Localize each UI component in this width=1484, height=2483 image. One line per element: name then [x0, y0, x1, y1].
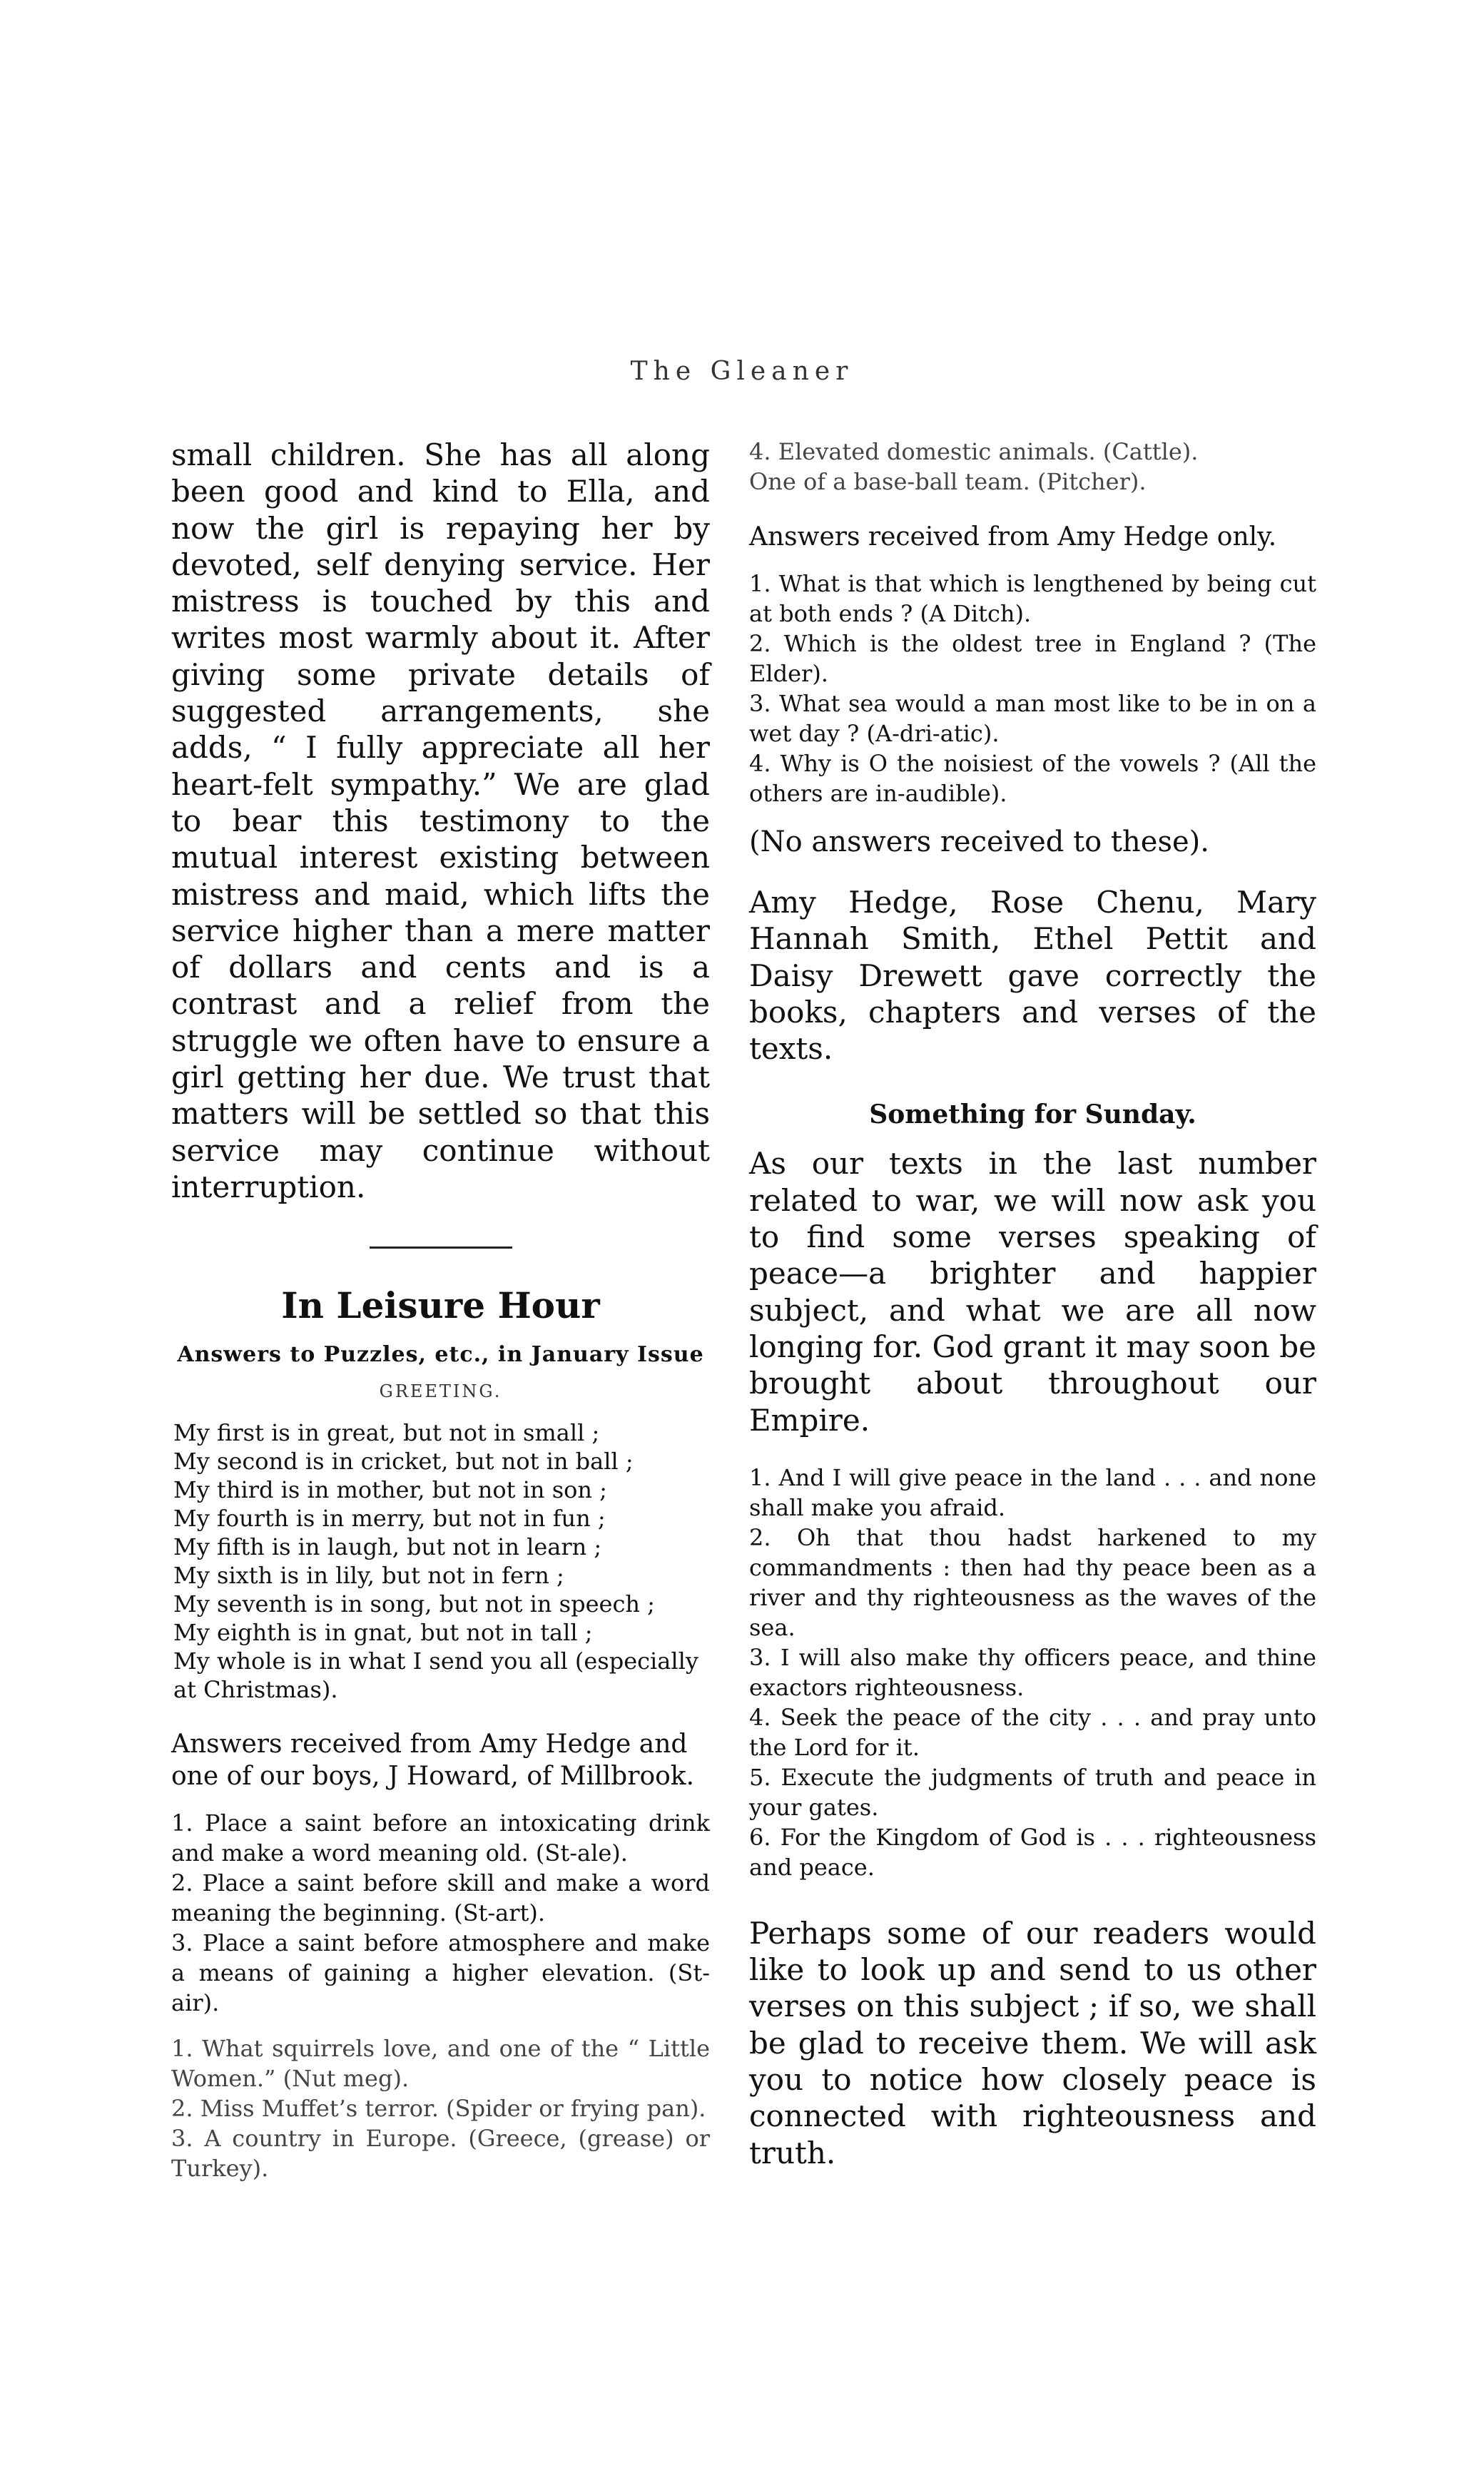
greeting-poem — [171, 1418, 710, 1704]
riddle: 1. What squirrels love, and one of the “ Little Women.” (Nut meg). — [171, 2035, 710, 2093]
verse: 6. For the Kingdom of God is . . . righteousness and peace. — [749, 1823, 1316, 1881]
poem-line: My sixth is in lily, but not in fern ; — [173, 1562, 564, 1590]
saint-puzzle: 2. Place a saint before skill and make a word meaning the beginning. (St-art). — [171, 1869, 710, 1927]
poem-line: My seventh is in song, but not in speech ; — [173, 1590, 655, 1618]
greeting-title: GREETING. — [379, 1381, 502, 1402]
answers-note-left: Answers received from Amy Hedge and one of our boys, J Howard, of Millbrook. — [171, 1730, 695, 1792]
closing-paragraph: Perhaps some of our readers would like to look up and send to us other verses on this subject ; if so, we shall be glad to receive them. We will ask you to notice how closely peace is connected with righteousness and truth. — [749, 1915, 1316, 2170]
saint-puzzle: 3. Place a saint before atmosphere and make a means of gaining a higher elevation. (St-air). — [171, 1929, 710, 2017]
verse: 3. I will also make thy officers peace, and thine exactors righteousness. — [749, 1643, 1316, 1701]
poem-line: My fourth is in merry, but not in fun ; — [173, 1505, 606, 1533]
poem-line: My fifth is in laugh, but not in learn ; — [173, 1533, 602, 1561]
section-divider — [370, 1246, 512, 1249]
poem-line: My eighth is in gnat, but not in tall ; — [173, 1619, 593, 1647]
poem-line: My whole is in what I send you all (especially at Christmas). — [173, 1647, 698, 1704]
verse: 4. Seek the peace of the city . . . and pray unto the Lord for it. — [749, 1703, 1316, 1761]
verse: 5. Execute the judgments of truth and peace in your gates. — [749, 1763, 1316, 1821]
sunday-intro: As our texts in the last number related to war, we will now ask you to find some verses speaking of peace—a brighter and happier subject, and what we are all now longing for. God grant it may soon be brought about throughout our Empire. — [749, 1146, 1316, 1438]
verse: 1. And I will give peace in the land . . . and none shall make you afraid. — [749, 1463, 1316, 1521]
right-column — [749, 437, 1316, 2171]
section-title-leisure-hour: In Leisure Hour — [281, 1284, 600, 1327]
intro-paragraph: small children. She has all along been good and kind to Ella, and now the girl is repaying her by devoted, self denying service. Her mistress is touched by this and writes most warmly about it. After giving some private details of suggested arrangements, she adds, “ I fully appreciate all her heart-felt sympathy.” We are glad to bear this testimony to the mutual interest existing between mistress and maid, which lifts the service higher than a mere matter of dollars and cents and is a contrast and a relief from the struggle we often have to ensure a girl getting her due. We trust that matters will be settled so that this service may continue without interruption. — [171, 437, 710, 1204]
poem-line: My first is in great, but not in small ; — [173, 1419, 600, 1447]
section-title-something-for-sunday: Something for Sunday. — [869, 1100, 1196, 1130]
running-head: The Gleaner — [630, 357, 854, 386]
puzzle-question: 2. Which is the oldest tree in England ? (The Elder). — [749, 630, 1316, 687]
left-column — [171, 437, 710, 2183]
saint-puzzle: 1. Place a saint before an intoxicating drink and make a word meaning old. (St-ale). — [171, 1809, 710, 1867]
verse: 2. Oh that thou hadst harkened to my commandments : then had thy peace been as a river and thy righteousness as the waves of the sea. — [749, 1523, 1316, 1641]
riddle: 4. Elevated domestic animals. (Cattle). — [749, 438, 1199, 465]
puzzle-question: 3. What sea would a man most like to be in on a wet day ? (A-dri-atic). — [749, 690, 1316, 747]
answers-note-right: Answers received from Amy Hedge only. — [749, 522, 1277, 552]
poem-line: My second is in cricket, but not in ball ; — [173, 1448, 634, 1476]
riddle: 2. Miss Muffet’s terror. (Spider or frying pan). — [171, 2095, 706, 2123]
riddle: One of a base-ball team. (Pitcher). — [749, 468, 1147, 495]
puzzle-question: 4. Why is O the noisiest of the vowels ? (All the others are in-audible). — [749, 750, 1316, 807]
riddle: 3. A country in Europe. (Greece, (grease) or Turkey). — [171, 2125, 710, 2183]
answers-subheading: Answers to Puzzles, etc., in January Issue — [177, 1342, 704, 1368]
no-answers-note: (No answers received to these). — [749, 826, 1209, 858]
names-paragraph: Amy Hedge, Rose Chenu, Mary Hannah Smith, Ethel Pettit and Daisy Drewett gave correctly the books, chapters and verses of the texts. — [749, 885, 1316, 1067]
puzzle-question: 1. What is that which is lengthened by being cut at both ends ? (A Ditch). — [749, 570, 1316, 627]
poem-line: My third is in mother, but not in son ; — [173, 1476, 607, 1504]
